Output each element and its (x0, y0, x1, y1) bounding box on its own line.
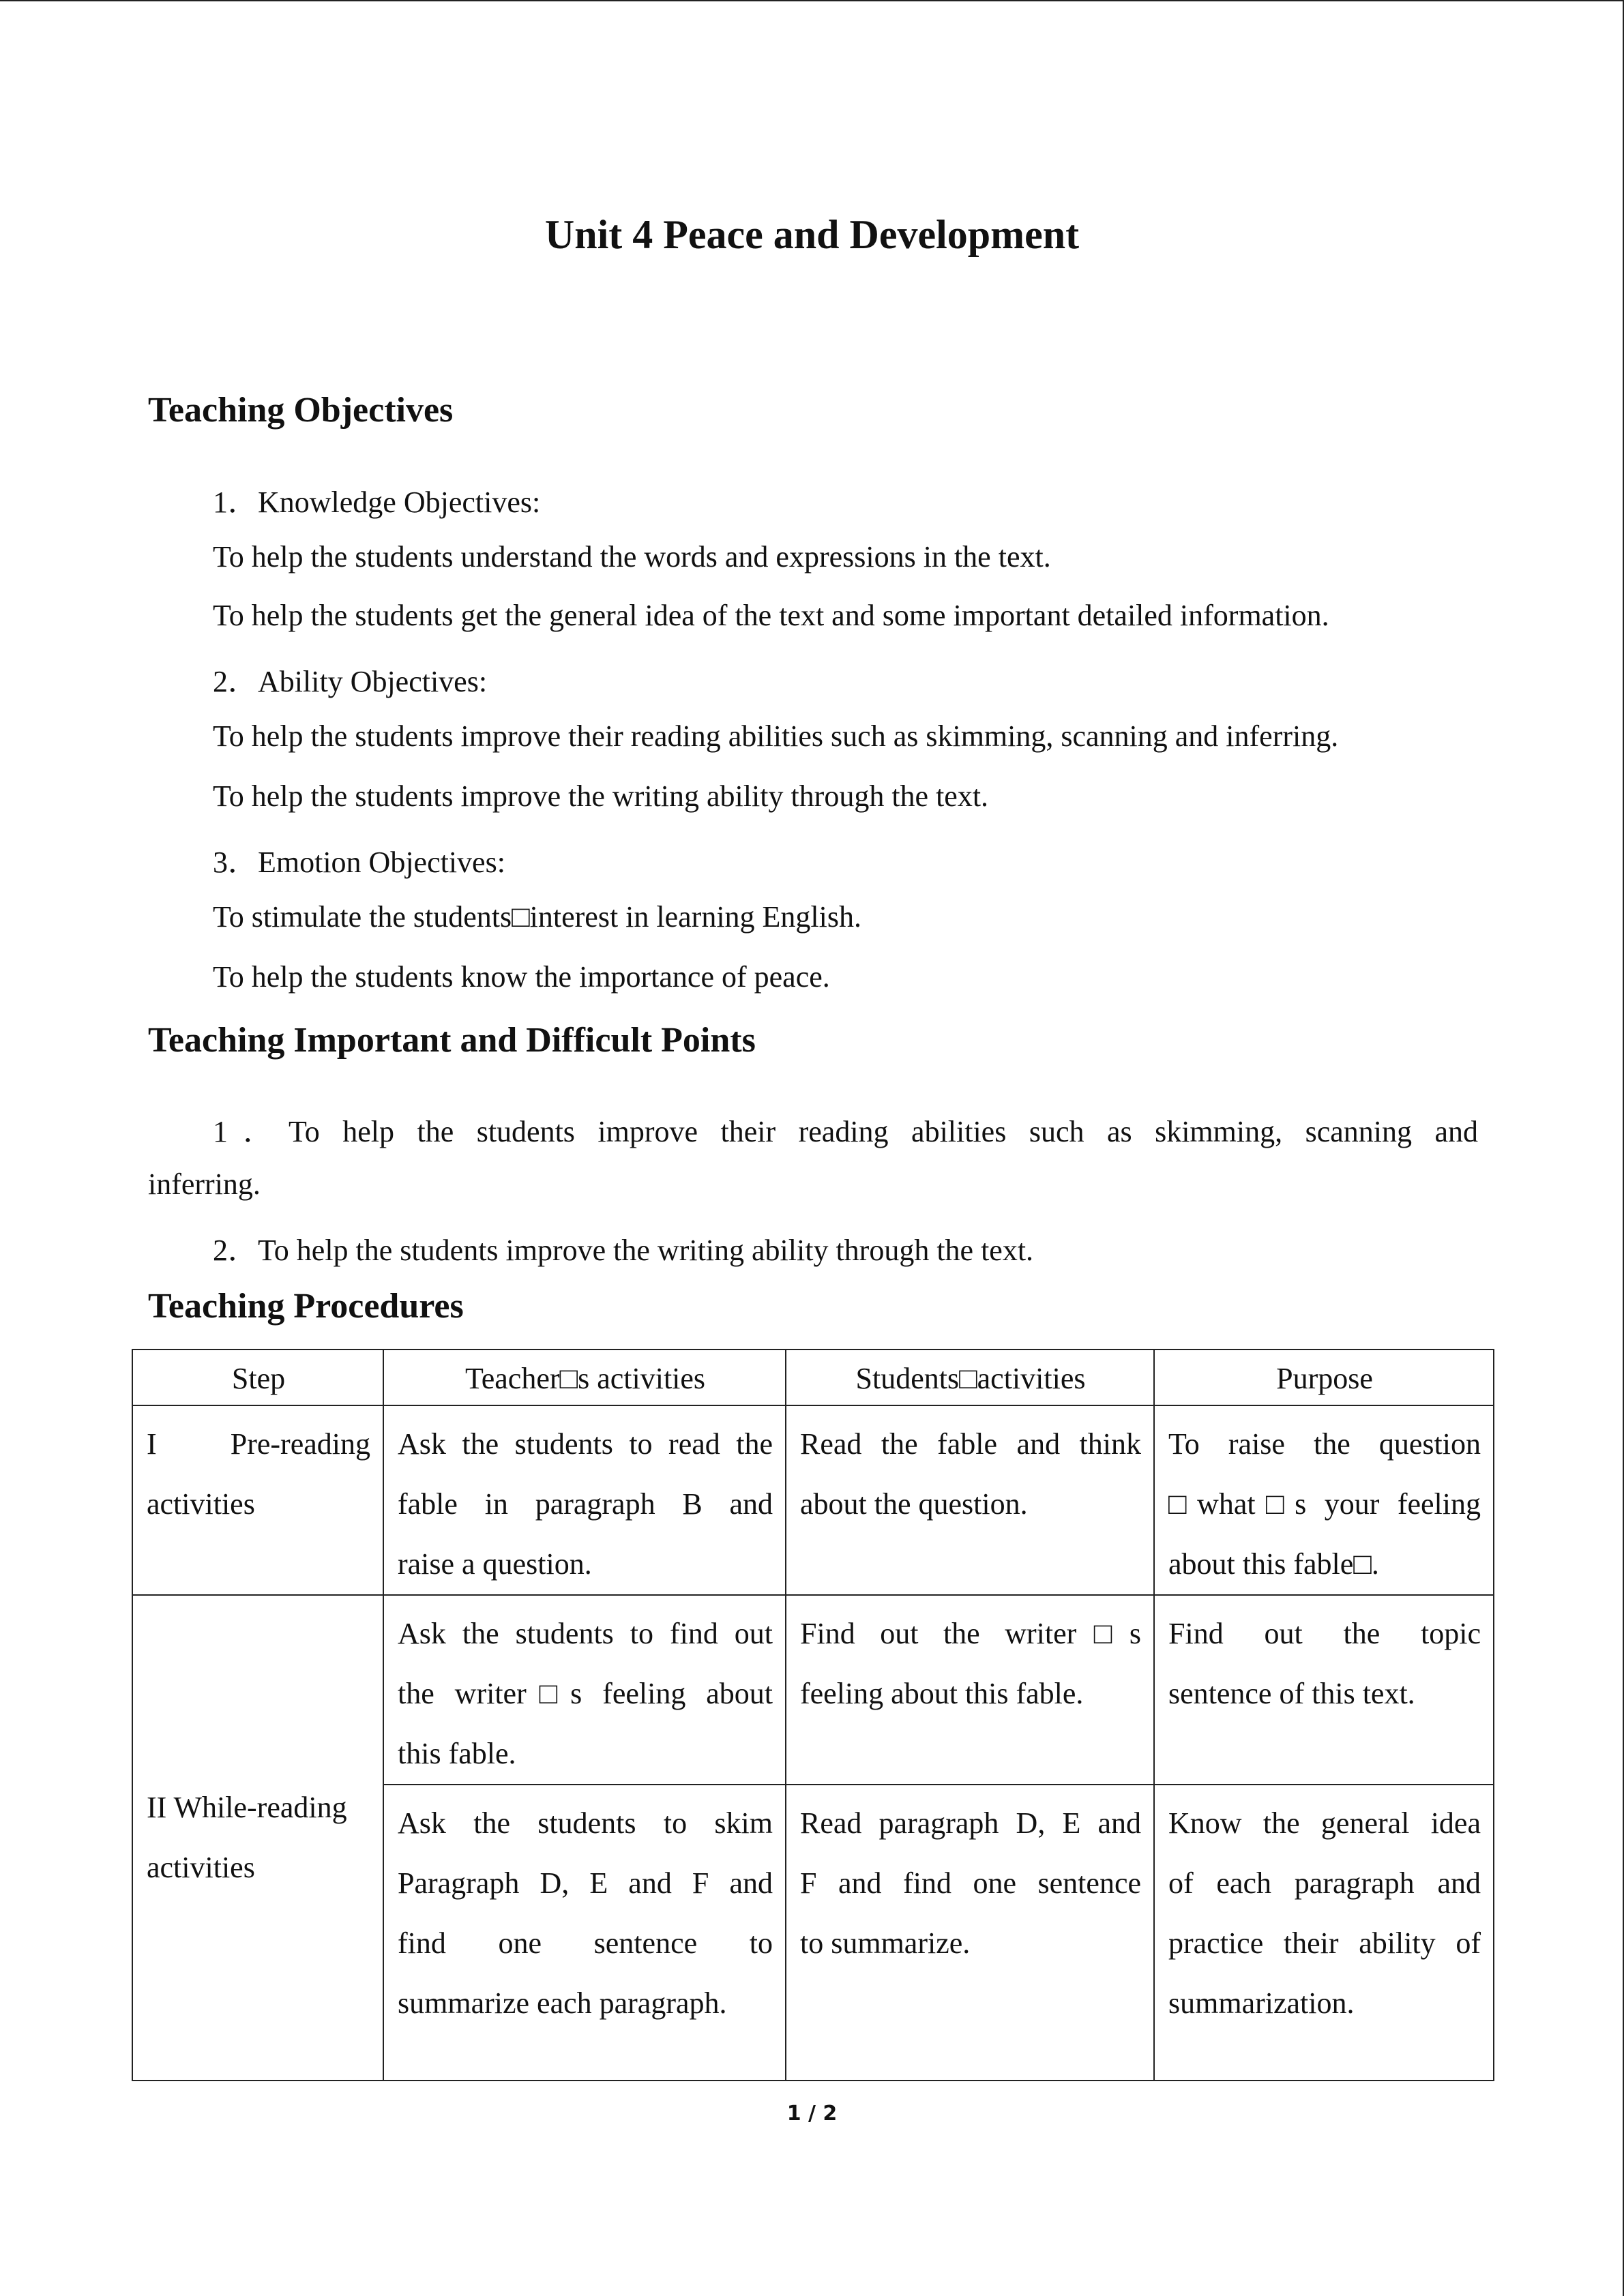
point-line: 1．To help the students improve their reading abilities such as skimming, scanning and (213, 1115, 1478, 1148)
heading-teaching-objectives: Teaching Objectives (148, 391, 454, 430)
objective-line: To help the students improve the writing ability through the text. (213, 779, 989, 813)
cell-line: Read paragraph D, E and (800, 1806, 1141, 1840)
table-row (132, 1405, 1494, 1595)
cell-line: summarize each paragraph. (398, 1986, 727, 2020)
objective-line: To stimulate the students□interest in learning English. (213, 900, 862, 934)
header-purpose: Purpose (1154, 1350, 1494, 1405)
step-cell (132, 1405, 383, 1595)
objective-line: 2．Ability Objectives: (213, 665, 488, 698)
cell-line: summarization. (1168, 1986, 1355, 2020)
purpose-cell (1154, 1595, 1494, 1785)
step-cell (132, 1595, 383, 2081)
point-line-continued: inferring. (148, 1167, 261, 1201)
cell-line: fable in paragraph B and (398, 1487, 773, 1521)
heading-teaching-procedures: Teaching Procedures (148, 1287, 464, 1326)
cell-line: of each paragraph and (1168, 1866, 1481, 1900)
cell-line: about this fable□. (1168, 1547, 1379, 1581)
cell-line: Know the general idea (1168, 1806, 1481, 1840)
cell-line: Ask the students to read the (398, 1427, 773, 1461)
table-header-row (132, 1350, 1494, 1405)
header-step: Step (132, 1350, 383, 1405)
purpose-cell (1154, 1405, 1494, 1595)
cell-line: this fable. (398, 1737, 516, 1770)
cell-line: Ask the students to skim (398, 1806, 773, 1840)
cell-line: feeling about this fable. (800, 1677, 1084, 1710)
cell-line: □what□s your feeling (1168, 1487, 1481, 1521)
cell-line: Read the fable and think (800, 1427, 1141, 1461)
procedures-table (132, 1349, 1494, 2081)
cell-line: Find out the topic (1168, 1617, 1481, 1650)
cell-line: To raise the question (1168, 1427, 1481, 1461)
objective-line: To help the students understand the words and expressions in the text. (213, 540, 1051, 573)
step-text: activities (147, 1851, 255, 1884)
cell-line: find one sentence to (398, 1926, 773, 1960)
students-cell (786, 1595, 1154, 1785)
teacher-cell (383, 1595, 786, 1785)
objective-line: 1．Knowledge Objectives: (213, 486, 541, 519)
heading-important-points: Teaching Important and Difficult Points (148, 1021, 756, 1060)
students-cell (786, 1405, 1154, 1595)
cell-line: about the question. (800, 1487, 1028, 1521)
objective-line: 3．Emotion Objectives: (213, 846, 505, 879)
page-edge-top (0, 0, 1624, 1)
cell-line: practice their ability of (1168, 1926, 1481, 1960)
cell-line: the writer□s feeling about (398, 1677, 773, 1710)
cell-line: Ask the students to find out (398, 1617, 773, 1650)
table-row (132, 1595, 1494, 1785)
header-students: Students□activities (786, 1350, 1154, 1405)
step-text: activities (147, 1487, 255, 1521)
step-text: I Pre-reading (147, 1427, 370, 1461)
cell-line: to summarize. (800, 1926, 971, 1960)
header-teacher: Teacher□s activities (383, 1350, 786, 1405)
teacher-cell (383, 1785, 786, 2081)
students-cell (786, 1785, 1154, 2081)
page-number: 1 / 2 (786, 2102, 838, 2126)
purpose-cell (1154, 1785, 1494, 2081)
step-text: II While-reading (147, 1791, 347, 1824)
objective-line: To help the students get the general idea of the text and some important detailed information. (213, 599, 1329, 632)
cell-line: F and find one sentence (800, 1866, 1141, 1900)
cell-line: Find out the writer□s (800, 1617, 1141, 1650)
point-line: 2．To help the students improve the writing ability through the text. (213, 1234, 1034, 1267)
cell-line: sentence of this text. (1168, 1677, 1415, 1710)
objective-line: To help the students improve their reading abilities such as skimming, scanning and inferring. (213, 719, 1339, 753)
teacher-cell (383, 1405, 786, 1595)
document-title: Unit 4 Peace and Development (544, 212, 1080, 257)
cell-line: Paragraph D, E and F and (398, 1866, 773, 1900)
objective-line: To help the students know the importance of peace. (213, 960, 830, 994)
cell-line: raise a question. (398, 1547, 592, 1581)
